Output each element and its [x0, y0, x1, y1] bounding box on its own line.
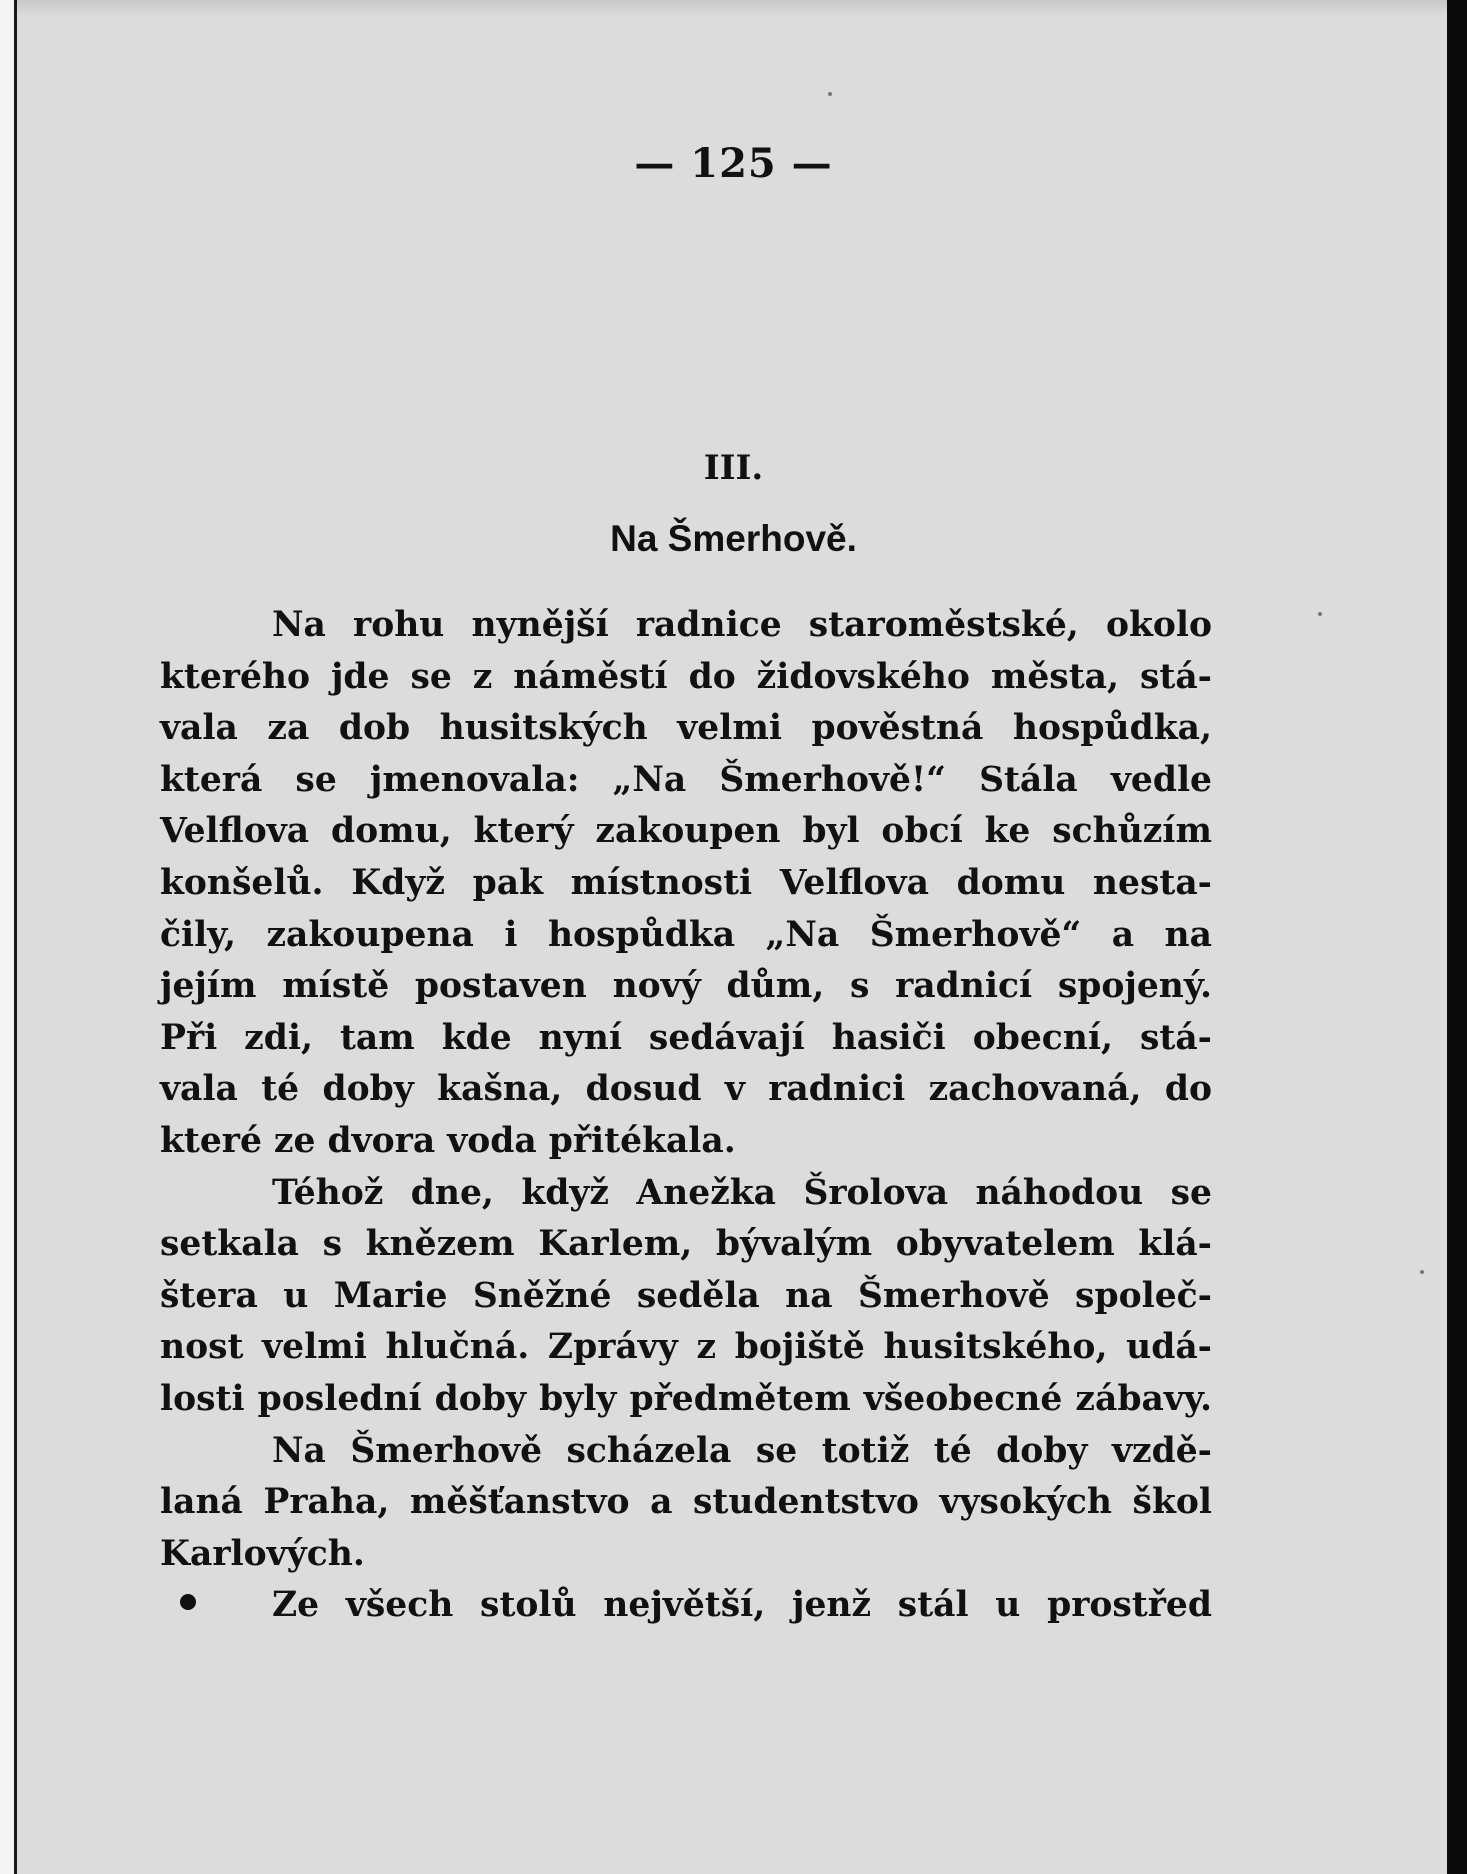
text-line: Při zdi, tam kde nyní sedávají hasiči obecní, stá-	[160, 1017, 1212, 1058]
text-line: Karlových.	[160, 1533, 365, 1574]
ink-dot	[180, 1594, 196, 1610]
text-line: Na Šmerhově scházela se totiž té doby vzdě-	[272, 1430, 1212, 1471]
text-line: konšelů. Když pak místnosti Velflova domu nesta-	[160, 862, 1212, 903]
text-line: nost velmi hlučná. Zprávy z bojiště husitského, udá-	[160, 1327, 1212, 1368]
text-line: Ze všech stolů největší, jenž stál u prostřed	[272, 1585, 1212, 1626]
chapter-number: III.	[703, 448, 764, 488]
page-right-edge	[1447, 0, 1467, 1874]
text-line: štera u Marie Sněžné seděla na Šmerhově společ-	[160, 1275, 1212, 1316]
chapter-title: Na Šmerhově.	[610, 518, 857, 559]
paper-speck	[1420, 1270, 1424, 1274]
page-number: — 125 —	[634, 140, 833, 187]
paper-speck	[1318, 612, 1322, 616]
text-line: kterého jde se z náměstí do židovského města, stá-	[160, 656, 1212, 697]
page-top-edge	[14, 0, 1447, 16]
text-line: losti poslední doby byly předmětem všeobecné zábavy.	[160, 1378, 1212, 1419]
text-line: Na rohu nynější radnice staroměstské, okolo	[272, 605, 1212, 645]
text-line: vala za dob husitských velmi pověstná hospůdka,	[160, 708, 1212, 749]
text-line: které ze dvora voda přitékala.	[160, 1120, 736, 1161]
text-line: Téhož dne, když Anežka Šrolova náhodou se	[272, 1172, 1212, 1213]
text-line: laná Praha, měšťanstvo a studentstvo vysokých škol	[160, 1482, 1212, 1523]
paper-speck	[828, 92, 832, 96]
body-text	[160, 600, 1212, 1632]
text-line: Velflova domu, který zakoupen byl obcí ke schůzím	[160, 811, 1212, 852]
text-line: setkala s knězem Karlem, bývalým obyvatelem klá-	[160, 1224, 1212, 1265]
text-line: která se jmenovala: „Na Šmerhově!“ Stála vedle	[160, 759, 1212, 800]
text-line: vala té doby kašna, dosud v radnici zachovaná, do	[160, 1069, 1212, 1110]
text-line: čily, zakoupena i hospůdka „Na Šmerhově“ a na	[160, 914, 1212, 955]
text-line: jejím místě postaven nový dům, s radnicí spojený.	[160, 966, 1212, 1007]
page-left-edge	[0, 0, 17, 1874]
